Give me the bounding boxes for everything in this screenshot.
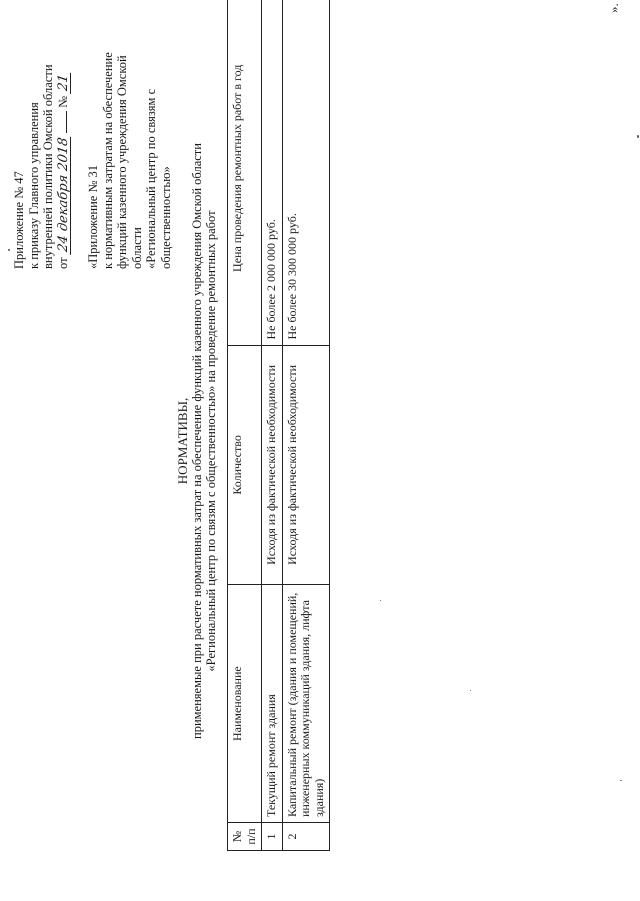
document-heading: [176, 91, 218, 791]
date-prefix: от: [55, 257, 70, 269]
table-row: [282, 0, 330, 851]
appendix-31-line: «Региональный центр по связям с: [144, 88, 158, 269]
header-price: Цена проведения ремонтных работ в год: [228, 0, 262, 345]
handwritten-date: 24 декабря 2018: [55, 136, 71, 254]
scan-speck: [637, 135, 639, 138]
table-row: [262, 0, 283, 851]
table-header-row: [228, 0, 262, 851]
number-prefix: №: [55, 95, 70, 108]
closing-quote: ».: [606, 3, 621, 13]
row-price: Не более 30 300 000 руб.: [282, 0, 330, 345]
date-underline: [66, 111, 67, 133]
header-num: № п/п: [228, 823, 262, 851]
handwritten-number: 21: [55, 73, 71, 92]
header-qty: Количество: [228, 345, 262, 585]
appendix-31-line: общественностью»: [158, 166, 173, 269]
row-name: Текущий ремонт здания: [262, 585, 283, 823]
appendix-31-block: [86, 19, 173, 269]
document-subtitle: применяемые при расчете нормативных затрат на обеспечение функций казенного учреждения Омской области: [190, 143, 204, 739]
row-num: 2: [282, 823, 330, 851]
appendix-31-line: функций казенного учреждения Омской области: [115, 55, 144, 269]
scan-speck: [470, 690, 471, 691]
row-price: Не более 2 000 000 руб.: [262, 0, 283, 345]
document-title: НОРМАТИВЫ,: [175, 397, 190, 485]
scan-speck: [620, 780, 622, 781]
row-num: 1: [262, 823, 283, 851]
row-qty: Исходя из фактической необходимости: [282, 345, 330, 585]
appendix-47-date-line: [56, 29, 71, 269]
appendix-47-title: Приложение № 47: [12, 171, 26, 269]
row-name: Капитальный ремонт (здания и помещений, инженерных коммуникаций здания, лифта здания): [282, 585, 330, 823]
appendix-31-line: к нормативным затратам на обеспечение: [100, 52, 115, 269]
scan-speck: [380, 600, 381, 601]
appendix-47-line: внутренней политики Омской области: [41, 64, 55, 269]
appendix-47-line: к приказу Главного управления: [26, 102, 41, 269]
document-subtitle: «Региональный центр по связям с общественностью» на проведение ремонтных работ: [204, 210, 218, 672]
appendix-47-block: [12, 29, 71, 269]
repair-norms-table: [227, 0, 330, 851]
appendix-31-title: «Приложение № 31: [86, 164, 100, 269]
row-qty: Исходя из фактической необходимости: [262, 345, 283, 585]
scan-speck: [8, 249, 10, 251]
header-name: Наименование: [228, 585, 262, 823]
